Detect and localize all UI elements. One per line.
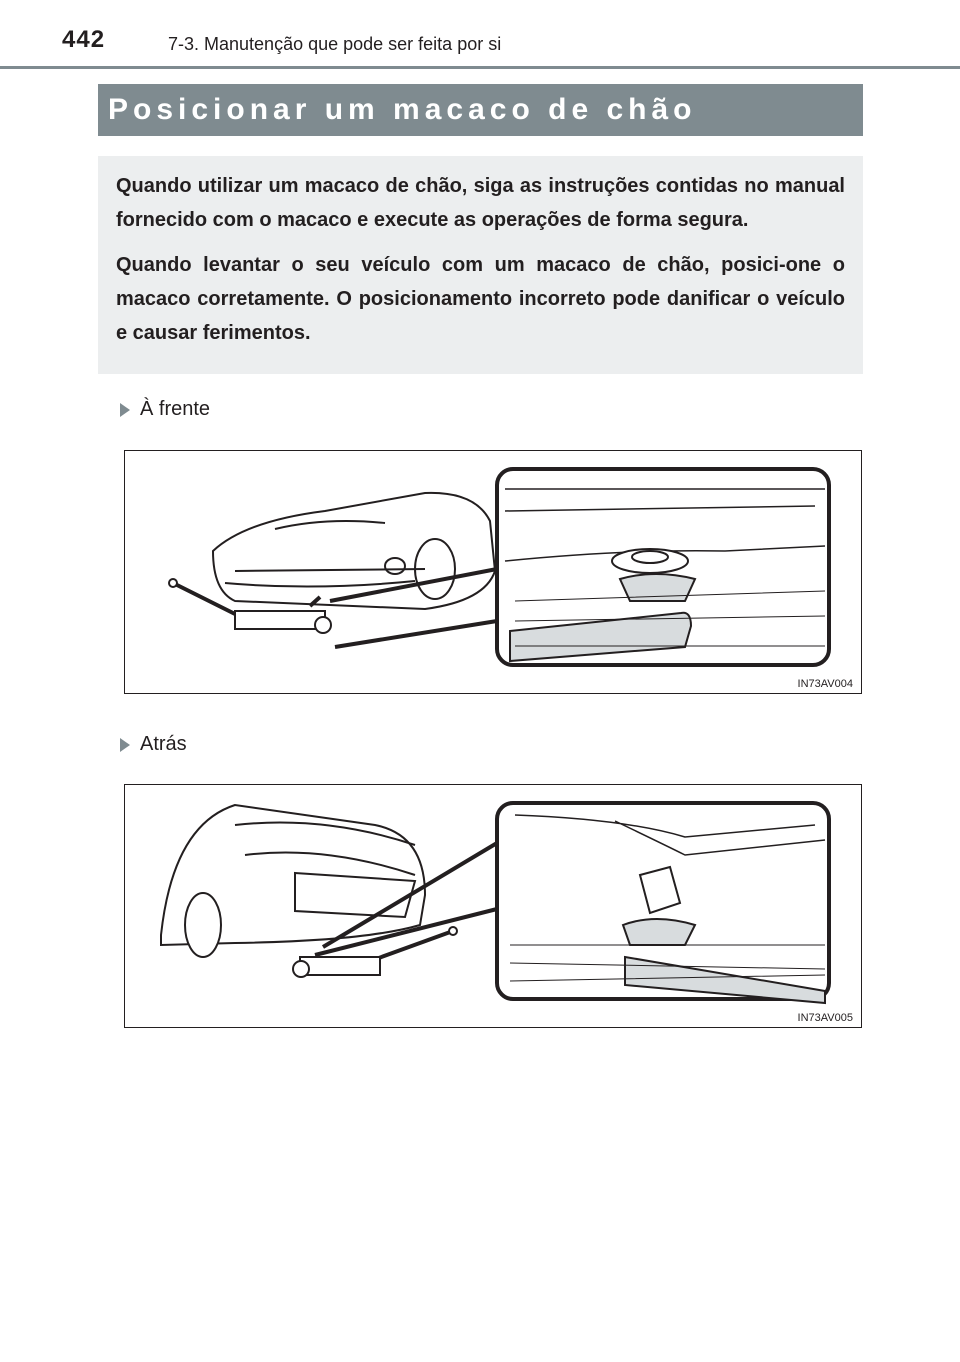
rear-jack-point-illustration <box>125 785 862 1028</box>
section-title: Posicionar um macaco de chão <box>98 84 863 136</box>
bullet-triangle-icon <box>120 403 130 417</box>
intro-paragraph: Quando levantar o seu veículo com um macaco de chão, posici-one o macaco corretamente. O posicionamento incorreto pode danificar o veículo e causar ferimentos. <box>116 254 845 344</box>
figure-rear <box>124 784 862 1028</box>
figure-label: Atrás <box>140 733 187 755</box>
figure-label: À frente <box>140 398 211 420</box>
intro-paragraph: Quando utilizar um macaco de chão, siga as instruções contidas no manual fornecido com o macaco e execute as operações de forma segura. <box>116 175 845 231</box>
chapter-title: 7-3. Manutenção que pode ser feita por si <box>168 34 502 54</box>
figure-heading-rear <box>120 733 187 756</box>
intro-box <box>98 156 863 374</box>
figure-code: IN73AV004 <box>797 678 853 690</box>
header-divider <box>0 66 960 69</box>
figure-code: IN73AV005 <box>797 1012 853 1024</box>
page-number: 442 <box>62 26 106 53</box>
figure-front <box>124 450 862 694</box>
figure-heading-front <box>120 398 210 421</box>
bullet-triangle-icon <box>120 738 130 752</box>
front-jack-point-illustration <box>125 451 862 694</box>
